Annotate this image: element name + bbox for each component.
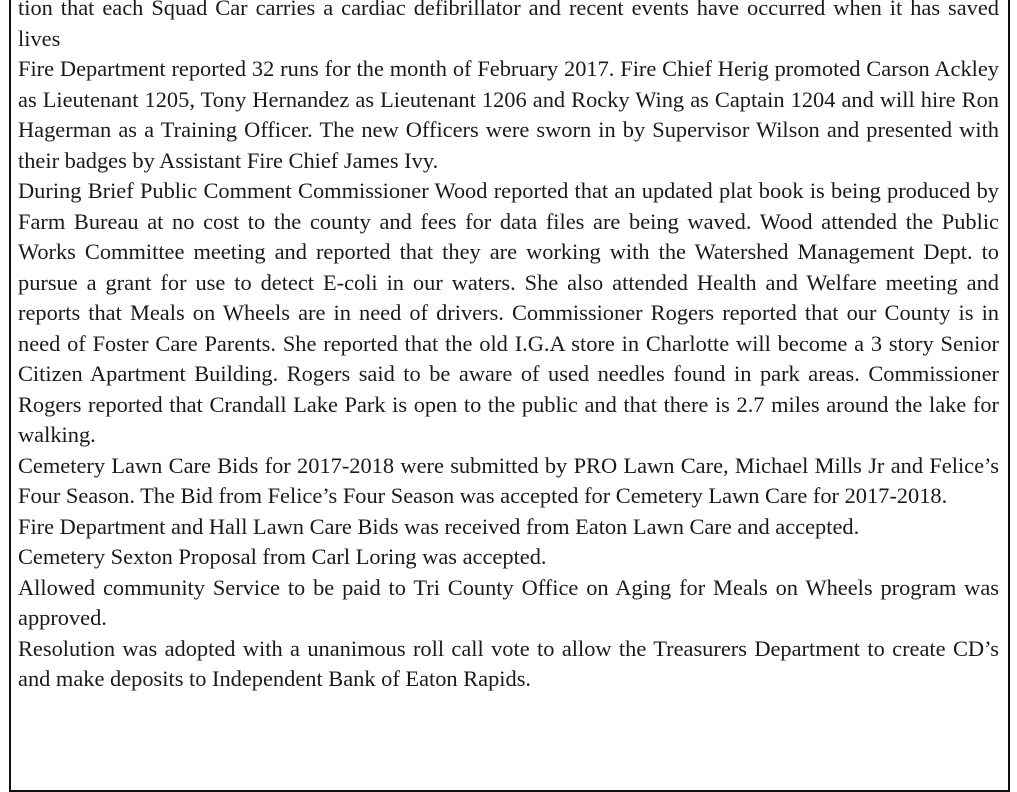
paragraph-fire-department-runs: Fire Department reported 32 runs for the month of February 2017. Fire Chief Herig promoted Carson Ackley as Lieutenant 1205, Tony Hernandez as Lieutenant 1206 and Rocky Wing as Captain 1204 and will hire Ron Hagerman as a Training Officer. The new Officers were sworn in by Supervisor Wilson and presented with their badges by Assistant Fire Chief James Ivy. [18,56,999,173]
paragraph-hall-lawn-bids: Fire Department and Hall Lawn Care Bids was received from Eaton Lawn Care and accepted. [18,513,860,539]
paragraph-sexton-proposal: Cemetery Sexton Proposal from Carl Loring was accepted. [18,544,547,569]
notice-column [18,0,999,695]
paragraph-resolution: Resolution was adopted with a unanimous roll call vote to allow the Treasurers Department to create CD’s and make deposits to Independent Bank of Eaton Rapids. [18,635,999,691]
paragraph-community-service: Allowed community Service to be paid to Tri County Office on Aging for Meals on Wheels program was approved. [18,574,999,630]
paragraph-public-comment: During Brief Public Comment Commissioner Wood reported that an updated plat book is being produced by Farm Bureau at no cost to the county and fees for data files are being waved. Wood attended the Public Works Committee meeting and reported that they are working with the Watershed Management Dept. to pursue a grant for use to detect E-coli in our waters. She also attended Health and Welfare meeting and reports that Meals on Wheels are in need of drivers. Commissioner Rogers reported that our County is in need of Foster Care Parents. She reported that the old I.G.A store in Charlotte will become a 3 story Senior Citizen Apartment Building. Rogers said to be aware of used needles found in park areas. Commissioner Rogers reported that Crandall Lake Park is open to the public and that there is 2.7 miles around the lake for walking. [18,178,999,447]
paragraph-cemetery-lawn-bids: Cemetery Lawn Care Bids for 2017-2018 were submitted by PRO Lawn Care, Michael Mills Jr and Felice’s Four Season. The Bid from Felice’s Four Season was accepted for Cemetery Lawn Care for 2017-2018. [18,452,999,508]
paragraph-defibrillator: tion that each Squad Car carries a cardiac defibrillator and recent events have occurred when it has saved lives [18,0,999,51]
